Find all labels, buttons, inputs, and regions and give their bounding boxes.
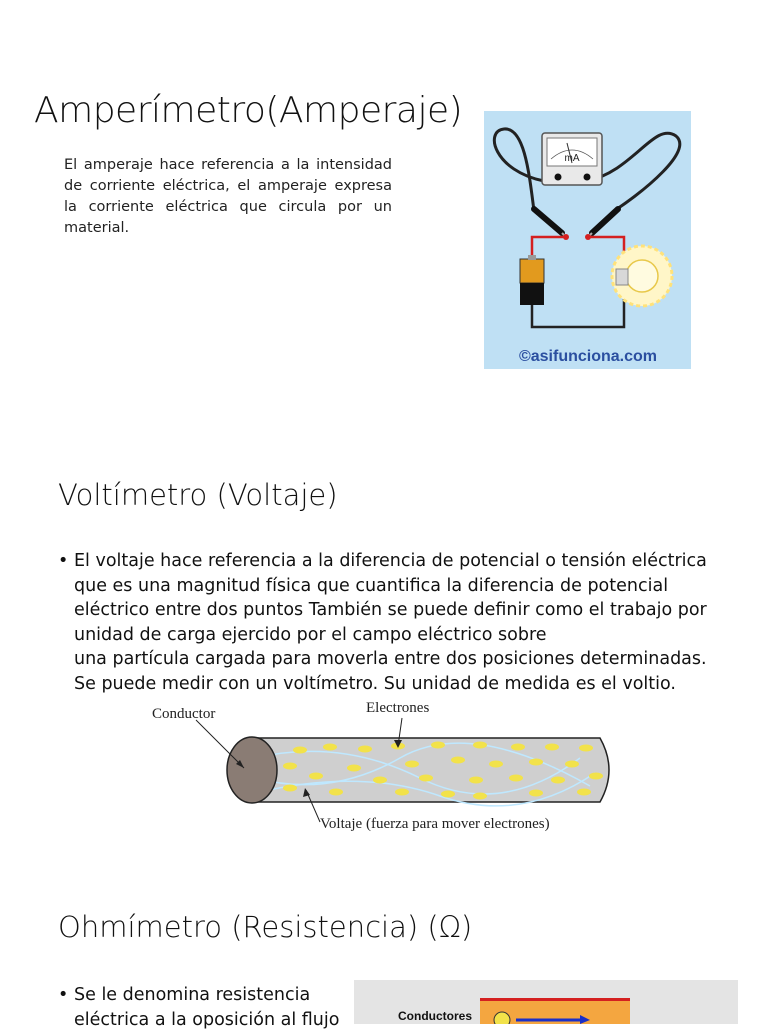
ammeter-circuit-image <box>484 111 691 369</box>
resistance-bullet <box>58 983 364 1032</box>
ohmmeter-title: Ohmímetro (Resistencia) (Ω) <box>58 910 472 944</box>
voltmeter-title: Voltímetro (Voltaje) <box>58 478 338 512</box>
voltage-line: que es una magnitud física que cuantifica la diferencia de potencial <box>74 574 754 599</box>
conductor-diagram <box>140 698 620 840</box>
conductors-label: Conductores <box>398 1009 472 1023</box>
voltage-bullet <box>58 549 754 696</box>
ammeter-description: El amperaje hace referencia a la intensidad de corriente eléctrica, el amperaje expresa la corriente eléctrica que circula por un material. <box>64 155 392 239</box>
electrons-label: Electrones <box>366 700 429 716</box>
voltage-line: eléctrico entre dos puntos También se puede definir como el trabajo por <box>74 598 754 623</box>
conductors-image <box>354 980 738 1024</box>
conductor-label: Conductor <box>152 706 215 722</box>
watermark: ©asifunciona.com <box>519 348 657 365</box>
resistance-line: eléctrica a la oposición al flujo <box>74 1008 364 1032</box>
voltage-line: una partícula cargada para moverla entre dos posiciones determinadas. <box>74 647 754 672</box>
voltage-line: El voltaje hace referencia a la diferencia de potencial o tensión eléctrica <box>74 549 754 574</box>
bullet-icon: • <box>58 549 68 574</box>
meter-unit-label: mA <box>565 153 580 164</box>
voltage-line: Se puede medir con un voltímetro. Su unidad de medida es el voltio. <box>74 672 754 697</box>
bullet-icon: • <box>58 983 68 1008</box>
resistance-line: Se le denomina resistencia <box>74 983 364 1008</box>
light-bulb-icon <box>612 246 672 306</box>
voltage-label: Voltaje (fuerza para mover electrones) <box>320 816 550 832</box>
ammeter-title: Amperímetro(Amperaje) <box>34 90 462 131</box>
voltage-line: unidad de carga ejercido por el campo eléctrico sobre <box>74 623 754 648</box>
